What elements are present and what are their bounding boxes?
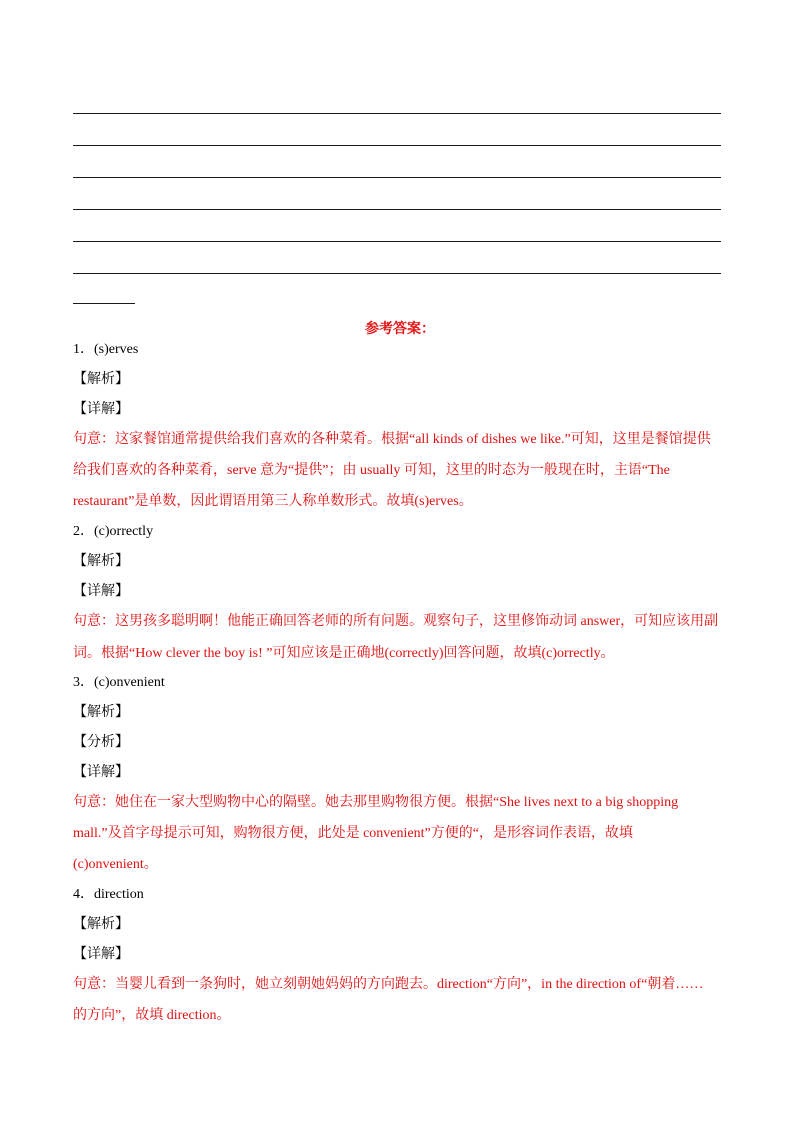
explanation-line: 句意：这家餐馆通常提供给我们喜欢的各种菜肴。根据“all kinds of dishes we like.”可知，这里是餐馆提供	[73, 432, 711, 447]
tag-detail: 【详解】	[73, 584, 129, 599]
tag-breakdown: 【分析】	[73, 735, 129, 750]
tag-detail: 【详解】	[73, 947, 129, 962]
answer-3: 3．(c)onvenient	[73, 675, 165, 690]
tag-detail: 【详解】	[73, 402, 129, 417]
answer-2: 2．(c)orrectly	[73, 524, 154, 539]
explanation-line: (c)onvenient。	[73, 857, 158, 872]
explanation-line: 词。根据“How clever the boy is! ”可知应该是正确地(correctly)回答问题，故填(c)orrectly。	[73, 646, 615, 661]
answer-4: 4．direction	[73, 887, 144, 902]
writing-line-end	[73, 303, 135, 304]
explanation-line: restaurant”是单数，因此谓语用第三人称单数形式。故填(s)erves。	[73, 494, 473, 509]
tag-analysis: 【解析】	[73, 372, 129, 387]
explanation-line: mall.”及首字母提示可知，购物很方便，此处是 convenient”方便的“，是形容词作表语，故填	[73, 826, 633, 841]
tag-detail: 【详解】	[73, 765, 129, 780]
explanation-line: 句意：她住在一家大型购物中心的隔壁。她去那里购物很方便。根据“She lives next to a big shopping	[73, 795, 679, 810]
writing-line	[73, 273, 721, 274]
tag-analysis: 【解析】	[73, 917, 129, 932]
answer-heading: 参考答案：	[365, 322, 435, 337]
writing-line	[73, 241, 721, 242]
explanation-line: 给我们喜欢的各种菜肴，serve 意为“提供”；由 usually 可知，这里的时态为一般现在时，主语“The	[73, 463, 670, 478]
writing-line	[73, 209, 721, 210]
answer-1: 1．(s)erves	[73, 342, 139, 357]
writing-line	[73, 145, 721, 146]
explanation-line: 句意：这男孩多聪明啊！他能正确回答老师的所有问题。观察句子，这里修饰动词 answer，可知应该用副	[73, 614, 719, 629]
writing-line	[73, 113, 721, 114]
writing-line	[73, 177, 721, 178]
explanation-line: 的方向”，故填 direction。	[73, 1008, 231, 1023]
tag-analysis: 【解析】	[73, 705, 129, 720]
explanation-line: 句意：当婴儿看到一条狗时，她立刻朝她妈妈的方向跑去。direction“方向”，in the direction of“朝着……	[73, 977, 704, 992]
tag-analysis: 【解析】	[73, 554, 129, 569]
